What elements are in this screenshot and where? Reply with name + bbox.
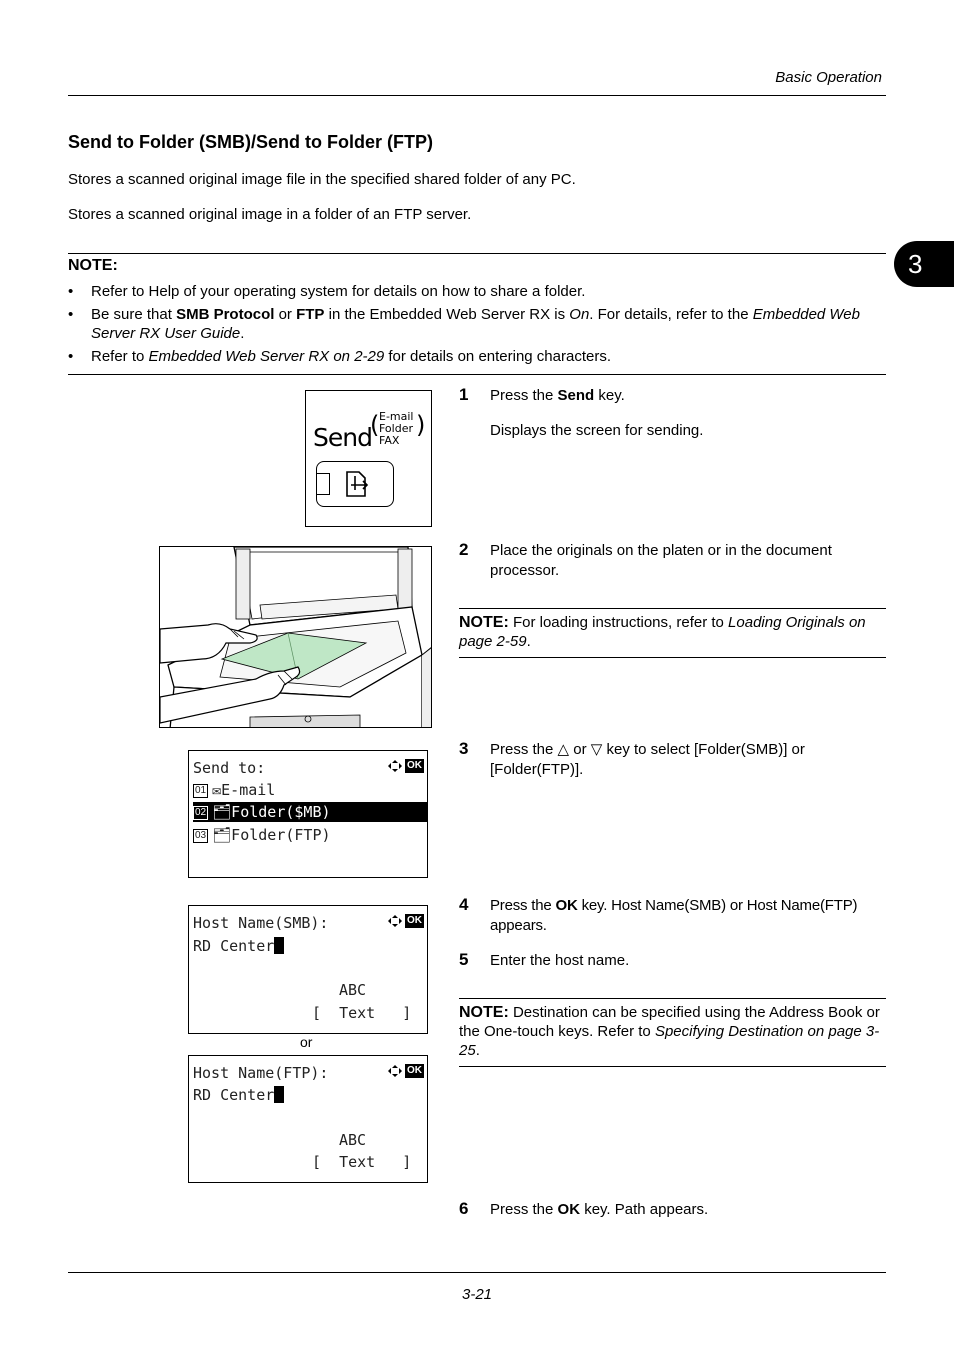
note-bullet-2: • Be sure that SMB Protocol or FTP in the Embedded Web Server RX is On. For details, refer to the Embedded Web Server RX User Guide. bbox=[68, 305, 886, 343]
intro-paragraph-1: Stores a scanned original image file in the specified shared folder of any PC. bbox=[68, 171, 576, 188]
send-key-label: Send bbox=[313, 423, 372, 452]
step-3-number: 3 bbox=[459, 739, 469, 758]
intro-paragraph-2: Stores a scanned original image in a folder of an FTP server. bbox=[68, 206, 472, 223]
email-icon: ✉ bbox=[212, 781, 222, 799]
step-2-number: 2 bbox=[459, 540, 469, 559]
lcd-ftp-title: Host Name(FTP): bbox=[193, 1064, 329, 1082]
send-icon bbox=[341, 468, 375, 500]
lcd-host-name-smb bbox=[188, 905, 428, 1034]
step-5-note: NOTE: Destination can be specified using the Address Book or the One-touch keys. Refer to Specifying Destination on page 3-25. bbox=[459, 998, 886, 1067]
folder-icon: 🗂 bbox=[212, 826, 232, 844]
paren-left: ( bbox=[370, 411, 380, 439]
lcd-smb-input-mode: ABC bbox=[339, 981, 367, 999]
step-4-text: Press the OK key. Host Name(SMB) or Host Name(FTP) appears. bbox=[490, 897, 858, 934]
lcd-ok-indicator: OK bbox=[387, 1064, 424, 1078]
lcd-ok-indicator: OK bbox=[387, 914, 424, 928]
lcd-ftp-input-mode: ABC bbox=[339, 1131, 367, 1149]
lcd-ftp-value[interactable]: RD Center bbox=[193, 1085, 284, 1105]
down-key-icon: ▽ bbox=[590, 741, 603, 758]
arrow-keys-icon bbox=[387, 1064, 403, 1078]
or-label: or bbox=[300, 1034, 313, 1050]
up-key-icon: △ bbox=[557, 741, 570, 758]
arrow-keys-icon bbox=[387, 759, 403, 773]
step-6-text: Press the OK key. Path appears. bbox=[490, 1201, 709, 1218]
note-bullets bbox=[68, 282, 886, 370]
lcd-smb-title: Host Name(SMB): bbox=[193, 914, 329, 932]
lcd-send-title: Send to: bbox=[193, 759, 266, 777]
lcd-send-to-screen bbox=[188, 750, 428, 878]
send-button[interactable] bbox=[316, 461, 394, 507]
lcd-row-folder-ftp[interactable]: 03 🗂Folder(FTP) bbox=[195, 826, 331, 844]
step-1-number: 1 bbox=[459, 385, 469, 404]
lcd-smb-value[interactable]: RD Center bbox=[193, 936, 284, 956]
running-header: Basic Operation bbox=[775, 69, 882, 86]
step-1-text: Press the Send key. bbox=[490, 387, 625, 404]
step-4-number: 4 bbox=[459, 895, 469, 914]
lcd-row-folder-smb[interactable]: 02 🗂Folder($MB) bbox=[193, 802, 427, 822]
step-2-note: NOTE: For loading instructions, refer to Loading Originals on page 2-59. bbox=[459, 608, 886, 658]
page-number: 3-21 bbox=[461, 1286, 493, 1303]
step-3-text: Press the △ or ▽ key to select [Folder(SMB)] or [Folder(FTP)]. bbox=[490, 741, 805, 778]
folder-icon: 🗂 bbox=[212, 803, 232, 821]
scanner-drawing bbox=[160, 547, 432, 728]
paren-right: ) bbox=[416, 411, 426, 439]
note-bottom-rule bbox=[68, 374, 886, 375]
section-title: Send to Folder (SMB)/Send to Folder (FTP) bbox=[68, 132, 433, 152]
arrow-keys-icon bbox=[387, 914, 403, 928]
text-cursor bbox=[274, 937, 284, 954]
lcd-ftp-text-softkey[interactable]: [ Text ] bbox=[312, 1153, 412, 1171]
footer-rule bbox=[68, 1272, 886, 1273]
send-key-illustration bbox=[305, 390, 432, 527]
lcd-ok-indicator: OK bbox=[387, 759, 424, 773]
lcd-row-email[interactable]: 01 ✉E-mail bbox=[195, 781, 276, 799]
step-5-text: Enter the host name. bbox=[490, 952, 630, 969]
note-top-rule bbox=[68, 253, 886, 254]
send-key-destinations: E-mail Folder FAX bbox=[379, 410, 414, 447]
step-6-number: 6 bbox=[459, 1199, 469, 1218]
platen-illustration bbox=[159, 546, 432, 728]
header-rule bbox=[68, 95, 886, 96]
step-1-sub: Displays the screen for sending. bbox=[490, 422, 704, 439]
note-bullet-1: • Refer to Help of your operating system for details on how to share a folder. bbox=[68, 282, 886, 301]
step-5-number: 5 bbox=[459, 950, 469, 969]
note-label: NOTE: bbox=[68, 257, 118, 274]
note-bullet-3: • Refer to Embedded Web Server RX on 2-29 for details on entering characters. bbox=[68, 347, 886, 366]
lcd-smb-text-softkey[interactable]: [ Text ] bbox=[312, 1004, 412, 1022]
lcd-host-name-ftp bbox=[188, 1055, 428, 1183]
chapter-tab: 3 bbox=[894, 241, 954, 287]
text-cursor bbox=[274, 1086, 284, 1103]
step-2-text: Place the originals on the platen or in the document processor. bbox=[490, 542, 832, 579]
